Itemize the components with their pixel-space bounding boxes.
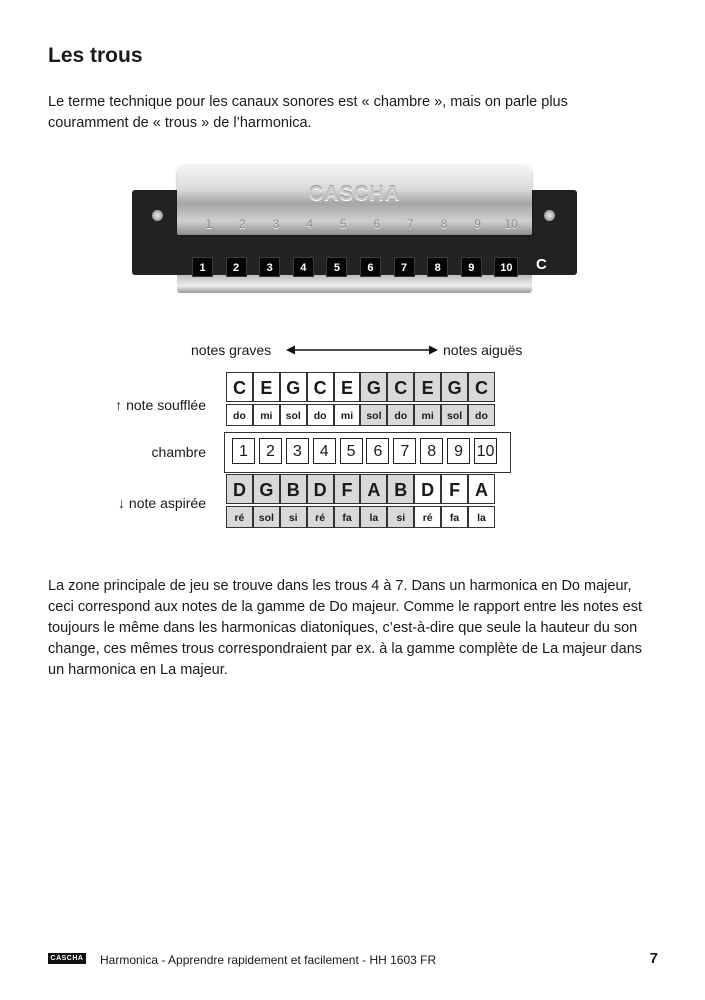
draw-solfege: ré <box>226 506 253 528</box>
low-notes-label: notes graves <box>191 342 272 358</box>
draw-solfege: fa <box>441 506 468 528</box>
engraved-number: 2 <box>239 217 246 231</box>
engraved-numbers <box>192 217 528 231</box>
blow-note: E <box>414 372 441 402</box>
draw-note: G <box>253 474 280 504</box>
high-notes-label: notes aiguës <box>443 342 523 358</box>
blow-solfege: do <box>307 404 334 426</box>
blow-solfege: do <box>468 404 495 426</box>
draw-note: B <box>280 474 307 504</box>
engraved-number: 1 <box>205 217 213 231</box>
draw-solfege: ré <box>414 506 441 528</box>
draw-note: F <box>334 474 361 504</box>
draw-note: D <box>307 474 334 504</box>
draw-note: D <box>226 474 253 504</box>
draw-note: B <box>387 474 414 504</box>
page-number: 7 <box>649 950 658 967</box>
harmonica-hole: 4 <box>293 257 314 277</box>
body-paragraph: La zone principale de jeu se trouve dans les trous 4 à 7. Dans un harmonica en Do majeur, ceci correspond aux notes de la gamme de Do majeur. Comme le rapport entre les notes est toujours le même dans les harmonicas diatoniques, c’est-à-dire que seule la hauteur du son change, ces mêmes trous correspondraient par ex. à la gamme complète de La majeur dans un harmonica en La majeur. <box>48 578 643 678</box>
engraved-number: 3 <box>272 217 280 231</box>
harmonica-hole: 8 <box>427 257 448 277</box>
draw-note: A <box>468 474 495 504</box>
engraved-number: 6 <box>373 217 381 231</box>
screw-right-icon <box>544 210 555 221</box>
harmonica-key: C <box>536 256 547 273</box>
draw-note: D <box>414 474 441 504</box>
blow-label: ↑ note soufflée <box>115 397 206 413</box>
chamber-number: 2 <box>259 438 282 464</box>
double-arrow-icon <box>286 344 438 356</box>
engraved-number: 10 <box>504 217 518 231</box>
chamber-number: 8 <box>420 438 443 464</box>
engraved-number: 8 <box>440 217 448 231</box>
harmonica-holes <box>192 257 531 277</box>
harmonica-illustration <box>132 165 577 295</box>
chamber-number: 7 <box>393 438 416 464</box>
blow-solfege: sol <box>360 404 387 426</box>
draw-label: ↓ note aspirée <box>118 495 206 511</box>
blow-note: C <box>307 372 334 402</box>
engraved-number: 9 <box>474 217 481 231</box>
draw-solfege: si <box>387 506 414 528</box>
blow-solfege: do <box>387 404 414 426</box>
blow-solfege: mi <box>253 404 280 426</box>
blow-note: E <box>334 372 361 402</box>
blow-note: G <box>360 372 387 402</box>
draw-solfege: la <box>360 506 387 528</box>
harmonica-hole: 3 <box>259 257 280 277</box>
pitch-direction <box>191 340 531 360</box>
blow-solfege: mi <box>414 404 441 426</box>
chamber-numbers <box>232 438 501 464</box>
blow-note: E <box>253 372 280 402</box>
blow-solfege: sol <box>280 404 307 426</box>
harmonica-hole: 10 <box>494 257 518 277</box>
draw-solfege: la <box>468 506 495 528</box>
chamber-number: 6 <box>366 438 389 464</box>
blow-solfege: mi <box>334 404 361 426</box>
draw-solfege: si <box>280 506 307 528</box>
chamber-number: 9 <box>447 438 470 464</box>
harmonica-hole: 5 <box>326 257 347 277</box>
draw-note: F <box>441 474 468 504</box>
blow-solfege: sol <box>441 404 468 426</box>
blow-note: C <box>468 372 495 402</box>
chamber-number: 4 <box>313 438 336 464</box>
blow-note: C <box>226 372 253 402</box>
chamber-number: 3 <box>286 438 309 464</box>
harmonica-hole: 2 <box>226 257 247 277</box>
blow-notes-row <box>226 372 495 402</box>
blow-note: C <box>387 372 414 402</box>
chamber-number: 5 <box>340 438 363 464</box>
draw-solfege-row <box>226 506 495 528</box>
footer-text: Harmonica - Apprendre rapidement et facilement - HH 1603 FR <box>100 953 437 967</box>
screw-left-icon <box>152 210 163 221</box>
blow-solfege: do <box>226 404 253 426</box>
harmonica-brand: CASCHA <box>308 183 401 205</box>
harmonica-hole: 7 <box>394 257 415 277</box>
footer-logo: CASCHA <box>48 953 86 964</box>
chamber-label: chambre <box>151 444 206 460</box>
draw-solfege: sol <box>253 506 280 528</box>
draw-solfege: ré <box>307 506 334 528</box>
harmonica-bottom-cover <box>177 275 532 293</box>
blow-solfege-row <box>226 404 495 426</box>
page-title: Les trous <box>48 44 143 67</box>
draw-note: A <box>360 474 387 504</box>
engraved-number: 5 <box>339 217 347 231</box>
chamber-number: 1 <box>232 438 255 464</box>
blow-note: G <box>280 372 307 402</box>
engraved-number: 7 <box>407 217 414 231</box>
harmonica-hole: 6 <box>360 257 381 277</box>
harmonica-hole: 9 <box>461 257 482 277</box>
draw-notes-row <box>226 474 495 504</box>
engraved-number: 4 <box>306 217 313 231</box>
blow-note: G <box>441 372 468 402</box>
intro-paragraph: Le terme technique pour les canaux sonores est « chambre », mais on parle plus couramment de « trous » de l’harmonica. <box>48 94 568 131</box>
harmonica-hole: 1 <box>192 257 213 277</box>
chamber-number: 10 <box>474 438 497 464</box>
draw-solfege: fa <box>334 506 361 528</box>
